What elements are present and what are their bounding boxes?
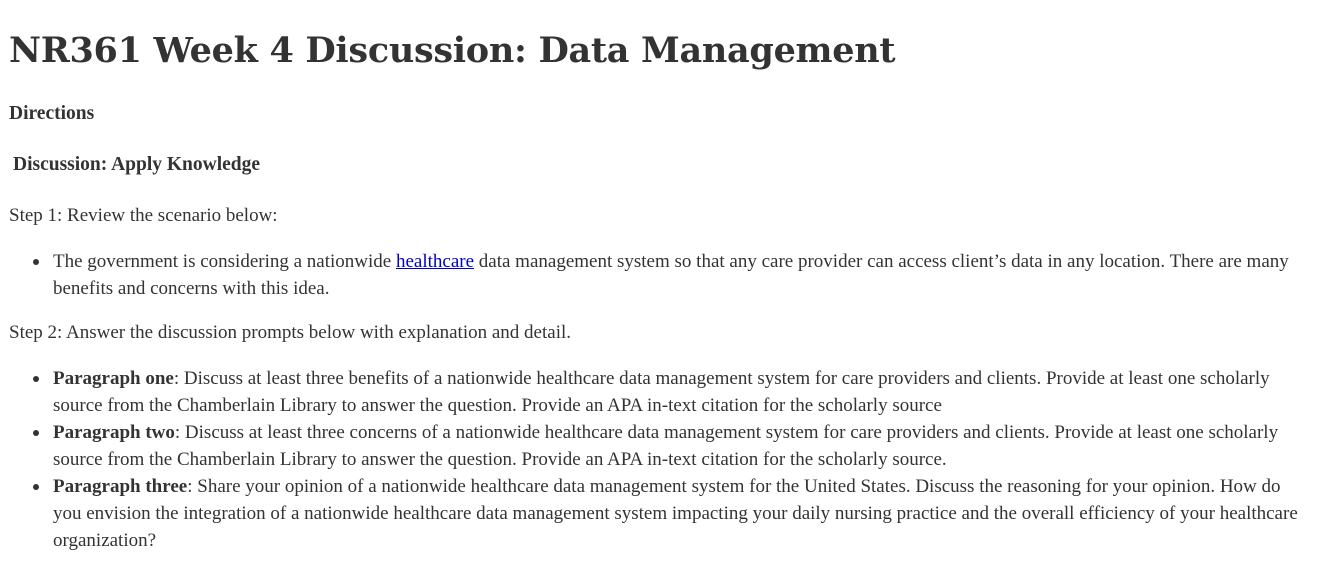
prompt-label: Paragraph one	[53, 368, 174, 389]
bullet-icon	[33, 376, 39, 382]
scenario-text-prefix: The government is considering a nationwide	[53, 251, 396, 272]
step-1-text: Step 1: Review the scenario below:	[9, 205, 278, 226]
prompt-item	[9, 365, 1309, 419]
directions-heading: Directions	[9, 103, 95, 124]
scenario-text-suffix: data management system so that any care provider can access client’s data in any location. There are many benefits and concerns with this idea.	[53, 251, 1289, 299]
prompt-label: Paragraph two	[53, 422, 175, 443]
prompt-label: Paragraph three	[53, 476, 188, 497]
discussion-heading: Discussion: Apply Knowledge	[13, 154, 261, 175]
prompts-list	[9, 365, 1309, 554]
page-title: NR361 Week 4 Discussion: Data Management	[9, 30, 896, 71]
prompt-item	[9, 473, 1309, 554]
healthcare-link[interactable]: healthcare	[395, 251, 475, 272]
bullet-icon	[33, 259, 39, 265]
bullet-icon	[33, 484, 39, 490]
bullet-icon	[33, 430, 39, 436]
scenario-item	[9, 248, 1309, 302]
prompt-item	[9, 419, 1309, 473]
step-2-text: Step 2: Answer the discussion prompts below with explanation and detail.	[9, 322, 572, 343]
prompt-text: : Discuss at least three benefits of a nationwide healthcare data management system for care providers and clients. Provide at least one scholarly source from the Chamberlain Library to answer the question. Provide an APA in-text citation for the scholarly source	[53, 368, 1270, 416]
prompt-text: : Discuss at least three concerns of a nationwide healthcare data management system for care providers and clients. Provide at least one scholarly source from the Chamberlain Library to answer the question. Provide an APA in-text citation for the scholarly source.	[53, 422, 1279, 470]
scenario-list	[9, 248, 1309, 302]
prompt-text: : Share your opinion of a nationwide healthcare data management system for the United States. Discuss the reasoning for your opinion. How do you envision the integration of a nationwide healthcare data management system impacting your daily nursing practice and the overall efficiency of your healthcare organization?	[53, 476, 1298, 551]
